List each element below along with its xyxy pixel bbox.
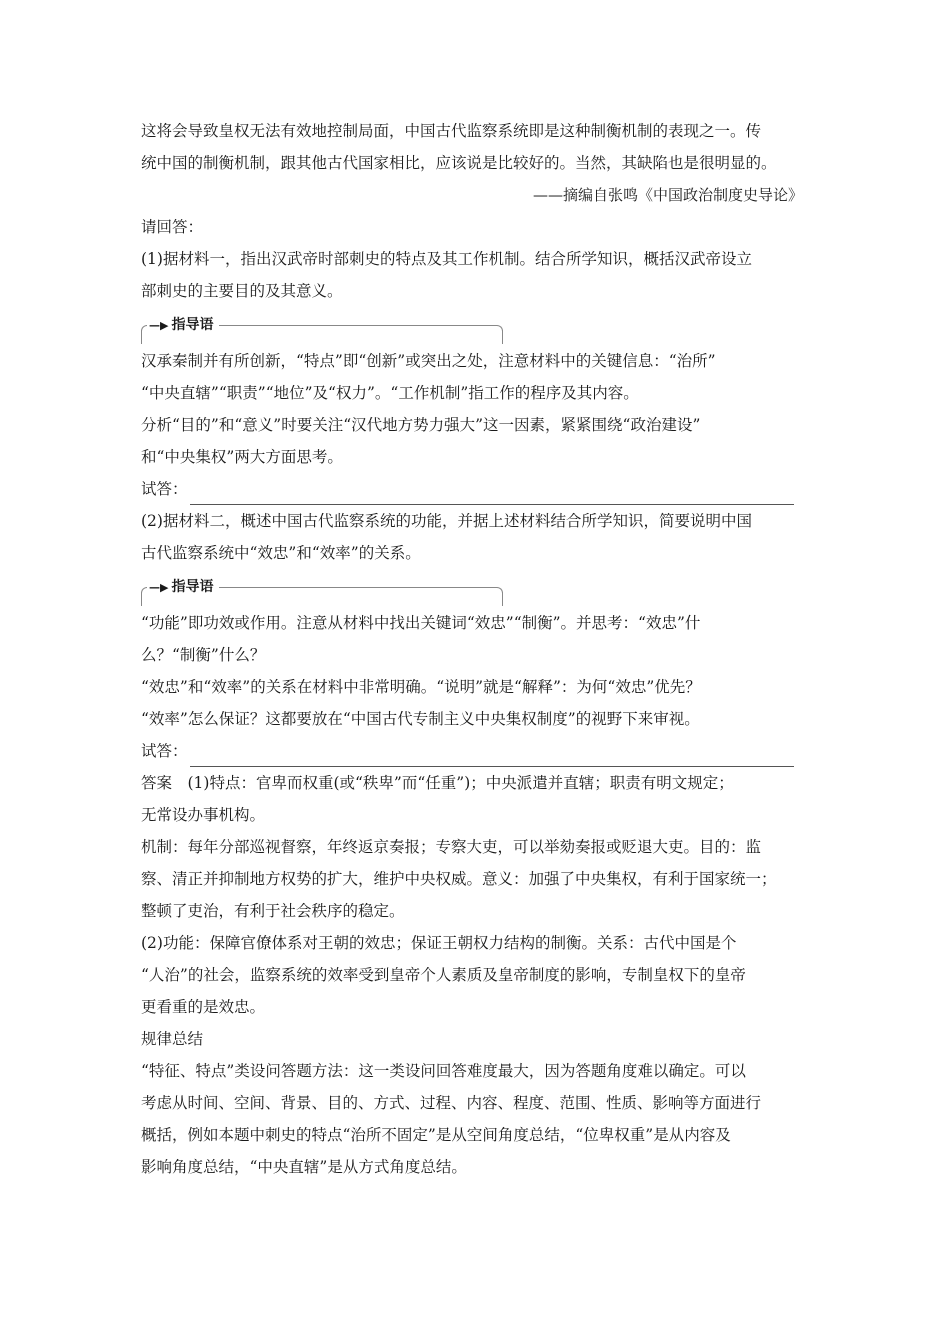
guide-label-text: 指导语 <box>171 317 214 333</box>
try-answer-label: 试答： <box>141 480 188 498</box>
guide-line: “功能”即功效或作用。注意从材料中找出关键词“效忠”“制衡”。并思考：“效忠”什 <box>141 614 701 632</box>
guide-header-1 <box>141 313 503 341</box>
summary-line: 考虑从时间、空间、背景、目的、方式、过程、内容、程度、范围、性质、影响等方面进行 <box>141 1094 762 1112</box>
guide-line: 么？“制衡”什么？ <box>141 646 266 664</box>
question-1-line: (1)据材料一，指出汉武帝时部刺史的特点及其工作机制。结合所学知识，概括汉武帝设立 <box>141 250 752 268</box>
summary-line: 影响角度总结，“中央直辖”是从方式角度总结。 <box>141 1158 467 1176</box>
guide-line: 分析“目的”和“意义”时要关注“汉代地方势力强大”这一因素，紧紧围绕“政治建设” <box>141 416 701 434</box>
guide-label <box>147 313 219 338</box>
answer-line: 无常设办事机构。 <box>141 806 266 824</box>
guide-label-text: 指导语 <box>171 579 214 595</box>
guide-line: “中央直辖”“职责”“地位”及“权力”。“工作机制”指工作的程序及其内容。 <box>141 384 639 402</box>
try-answer-line-1 <box>141 473 813 505</box>
guide-line: “效率”怎么保证？这都要放在“中国古代专制主义中央集权制度”的视野下来审视。 <box>141 710 700 728</box>
summary-title: 规律总结 <box>141 1030 204 1048</box>
prompt-text: 请回答： <box>141 218 204 236</box>
summary-line: “特征、特点”类设问答题方法：这一类设问回答难度最大，因为答题角度难以确定。可以 <box>141 1062 746 1080</box>
guide-line: “效忠”和“效率”的关系在材料中非常明确。“说明”就是“解释”：为何“效忠”优先？ <box>141 678 701 696</box>
guide-label <box>147 575 219 600</box>
answer-line: “人治”的社会，监察系统的效率受到皇帝个人素质及皇帝制度的影响，专制皇权下的皇帝 <box>141 966 746 984</box>
play-arrow-icon: —▶ <box>149 319 169 332</box>
material-line: 统中国的制衡机制，跟其他古代国家相比，应该说是比较好的。当然，其缺陷也是很明显的。 <box>141 154 777 172</box>
play-arrow-icon: —▶ <box>149 581 169 594</box>
try-answer-label: 试答： <box>141 742 188 760</box>
answer-line: (2)功能：保障官僚体系对王朝的效忠；保证王朝权力结构的制衡。关系：古代中国是个 <box>141 934 737 952</box>
answer-line: 机制：每年分部巡视督察，年终返京奏报；专察大吏，可以举劾奏报或贬退大吏。目的：监 <box>141 838 762 856</box>
answer-line: 答案 (1)特点：官卑而权重(或“秩卑”而“任重”)；中央派遣并直辖；职责有明文规定； <box>141 774 734 792</box>
answer-line: 整顿了吏治，有利于社会秩序的稳定。 <box>141 902 405 920</box>
question-2-line: (2)据材料二，概述中国古代监察系统的功能，并据上述材料结合所学知识，简要说明中国 <box>141 512 752 530</box>
question-1-line: 部刺史的主要目的及其意义。 <box>141 282 343 300</box>
summary-line: 概括，例如本题中刺史的特点“治所不固定”是从空间角度总结，“位卑权重”是从内容及 <box>141 1126 731 1144</box>
answer-line: 更看重的是效忠。 <box>141 998 266 1016</box>
guide-line: 汉承秦制并有所创新，“特点”即“创新”或突出之处，注意材料中的关键信息：“治所” <box>141 352 716 370</box>
try-answer-line-2 <box>141 735 813 767</box>
guide-line: 和“中央集权”两大方面思考。 <box>141 448 343 466</box>
answer-blank[interactable] <box>190 746 794 767</box>
question-2-line: 古代监察系统中“效忠”和“效率”的关系。 <box>141 544 421 562</box>
answer-line: 察、清正并抑制地方权势的扩大，维护中央权威。意义：加强了中央集权，有利于国家统一； <box>141 870 777 888</box>
guide-header-2 <box>141 575 503 603</box>
answer-blank[interactable] <box>190 484 794 505</box>
content-area <box>141 115 813 1183</box>
material-line: 这将会导致皇权无法有效地控制局面，中国古代监察系统即是这种制衡机制的表现之一。传 <box>141 122 762 140</box>
material-citation: ——摘编自张鸣《中国政治制度史导论》 <box>532 186 803 204</box>
